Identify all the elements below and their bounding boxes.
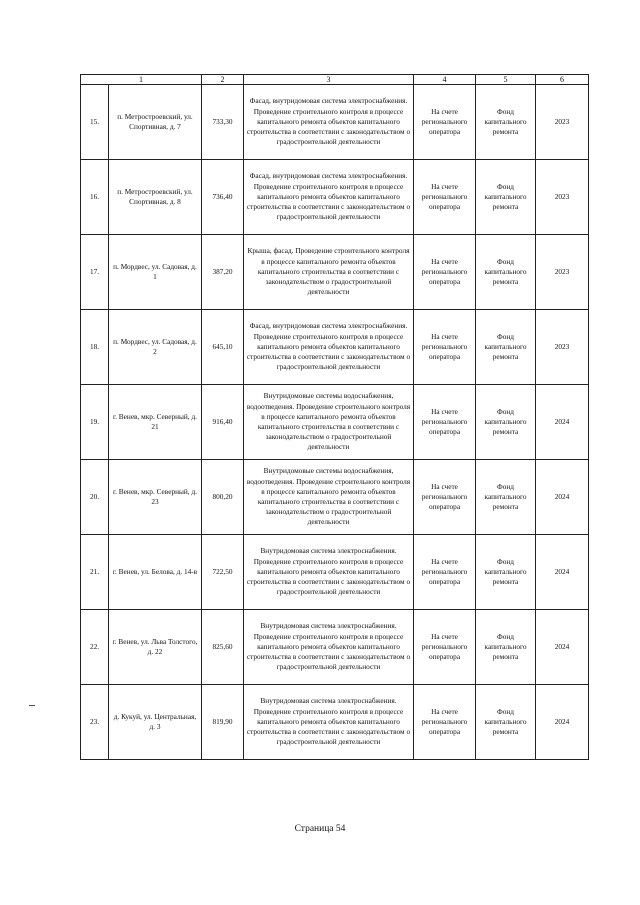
area-cell: 916,40 bbox=[202, 385, 244, 460]
table-row bbox=[81, 385, 589, 460]
year-cell: 2024 bbox=[536, 385, 589, 460]
row-number: 15. bbox=[81, 85, 109, 160]
funding-source-cell: Фонд капитального ремонта bbox=[476, 160, 536, 235]
work-description-cell: Фасад, внутридомовая система электроснабжения. Проведение строительного контроля в процессе капитального ремонта объектов капитального строительства в соответствии с законодательством о градостроительной деятельности bbox=[244, 310, 414, 385]
address-cell: п. Метростроевский, ул. Спортивная, д. 7 bbox=[109, 85, 202, 160]
work-description-cell: Внутридомовая система электроснабжения. Проведение строительного контроля в процессе капитального ремонта объектов капитального строительства в соответствии с законодательством о градостроительной деятельности bbox=[244, 685, 414, 760]
column-header-2: 2 bbox=[202, 75, 244, 85]
column-header-3: 3 bbox=[244, 75, 414, 85]
row-number: 21. bbox=[81, 535, 109, 610]
work-description-cell: Фасад, внутридомовая система электроснабжения. Проведение строительного контроля в процессе капитального ремонта объектов капитального строительства в соответствии с законодательством о градостроительной деятельности bbox=[244, 160, 414, 235]
table-row bbox=[81, 310, 589, 385]
funding-source-cell: Фонд капитального ремонта bbox=[476, 610, 536, 685]
year-cell: 2023 bbox=[536, 160, 589, 235]
address-cell: п. Метростроевский, ул. Спортивная, д. 8 bbox=[109, 160, 202, 235]
account-cell: На счете регионального оператора bbox=[414, 460, 476, 535]
area-cell: 733,30 bbox=[202, 85, 244, 160]
year-cell: 2023 bbox=[536, 235, 589, 310]
table-row bbox=[81, 85, 589, 160]
area-cell: 736,40 bbox=[202, 160, 244, 235]
year-cell: 2024 bbox=[536, 610, 589, 685]
row-number: 20. bbox=[81, 460, 109, 535]
area-cell: 387,20 bbox=[202, 235, 244, 310]
table-row bbox=[81, 685, 589, 760]
work-description-cell: Внутридомовые системы водоснабжения, водоотведения. Проведение строительного контроля в процессе капитального ремонта объектов капитального строительства в соответствии с законодательством о градостроительной деятельности bbox=[244, 385, 414, 460]
table-row bbox=[81, 460, 589, 535]
area-cell: 722,50 bbox=[202, 535, 244, 610]
table-row bbox=[81, 610, 589, 685]
area-cell: 819,90 bbox=[202, 685, 244, 760]
work-description-cell: Крыша, фасад. Проведение строительного контроля в процессе капитального ремонта объектов капитального строительства в соответствии с законодательством о градостроительной деятельности bbox=[244, 235, 414, 310]
account-cell: На счете регионального оператора bbox=[414, 610, 476, 685]
year-cell: 2024 bbox=[536, 535, 589, 610]
funding-source-cell: Фонд капитального ремонта bbox=[476, 310, 536, 385]
work-description-cell: Внутридомовая система электроснабжения. Проведение строительного контроля в процессе капитального ремонта объектов капитального строительства в соответствии с законодательством о градостроительной деятельности bbox=[244, 610, 414, 685]
funding-source-cell: Фонд капитального ремонта bbox=[476, 685, 536, 760]
funding-source-cell: Фонд капитального ремонта bbox=[476, 460, 536, 535]
row-number: 23. bbox=[81, 685, 109, 760]
funding-source-cell: Фонд капитального ремонта bbox=[476, 85, 536, 160]
year-cell: 2024 bbox=[536, 685, 589, 760]
year-cell: 2024 bbox=[536, 460, 589, 535]
account-cell: На счете регионального оператора bbox=[414, 235, 476, 310]
address-cell: г. Венев, мкр. Северный, д. 23 bbox=[109, 460, 202, 535]
work-description-cell: Внутридомовые системы водоснабжения, водоотведения. Проведение строительного контроля в процессе капитального ремонта объектов капитального строительства в соответствии с законодательством о градостроительной деятельности bbox=[244, 460, 414, 535]
year-cell: 2023 bbox=[536, 310, 589, 385]
row-number: 17. bbox=[81, 235, 109, 310]
account-cell: На счете регионального оператора bbox=[414, 160, 476, 235]
row-number: 18. bbox=[81, 310, 109, 385]
column-header-1: 1 bbox=[81, 75, 202, 85]
row-number: 22. bbox=[81, 610, 109, 685]
page-number: Страница 54 bbox=[294, 824, 346, 834]
column-header-4: 4 bbox=[414, 75, 476, 85]
capital-repair-table bbox=[80, 74, 589, 760]
column-number-row bbox=[81, 75, 589, 85]
account-cell: На счете регионального оператора bbox=[414, 685, 476, 760]
area-cell: 825,60 bbox=[202, 610, 244, 685]
address-cell: г. Венев, ул. Белова, д. 14-в bbox=[109, 535, 202, 610]
column-header-6: 6 bbox=[536, 75, 589, 85]
margin-mark bbox=[29, 705, 35, 706]
area-cell: 800,20 bbox=[202, 460, 244, 535]
address-cell: д. Кукуй, ул. Центральная, д. 3 bbox=[109, 685, 202, 760]
funding-source-cell: Фонд капитального ремонта bbox=[476, 385, 536, 460]
work-description-cell: Внутридомовая система электроснабжения. Проведение строительного контроля в процессе капитального ремонта объектов капитального строительства в соответствии с законодательством о градостроительной деятельности bbox=[244, 535, 414, 610]
address-cell: г. Венев, ул. Льва Толстого, д. 22 bbox=[109, 610, 202, 685]
account-cell: На счете регионального оператора bbox=[414, 385, 476, 460]
row-number: 19. bbox=[81, 385, 109, 460]
row-number: 16. bbox=[81, 160, 109, 235]
funding-source-cell: Фонд капитального ремонта bbox=[476, 535, 536, 610]
account-cell: На счете регионального оператора bbox=[414, 310, 476, 385]
address-cell: п. Мордвес, ул. Садовая, д. 1 bbox=[109, 235, 202, 310]
year-cell: 2023 bbox=[536, 85, 589, 160]
column-header-5: 5 bbox=[476, 75, 536, 85]
account-cell: На счете регионального оператора bbox=[414, 535, 476, 610]
account-cell: На счете регионального оператора bbox=[414, 85, 476, 160]
table-row bbox=[81, 160, 589, 235]
work-description-cell: Фасад, внутридомовая система электроснабжения. Проведение строительного контроля в процессе капитального ремонта объектов капитального строительства в соответствии с законодательством о градостроительной деятельности bbox=[244, 85, 414, 160]
area-cell: 645,10 bbox=[202, 310, 244, 385]
address-cell: п. Мордвес, ул. Садовая, д. 2 bbox=[109, 310, 202, 385]
address-cell: г. Венев, мкр. Северный, д. 21 bbox=[109, 385, 202, 460]
table-row bbox=[81, 535, 589, 610]
funding-source-cell: Фонд капитального ремонта bbox=[476, 235, 536, 310]
table-row bbox=[81, 235, 589, 310]
